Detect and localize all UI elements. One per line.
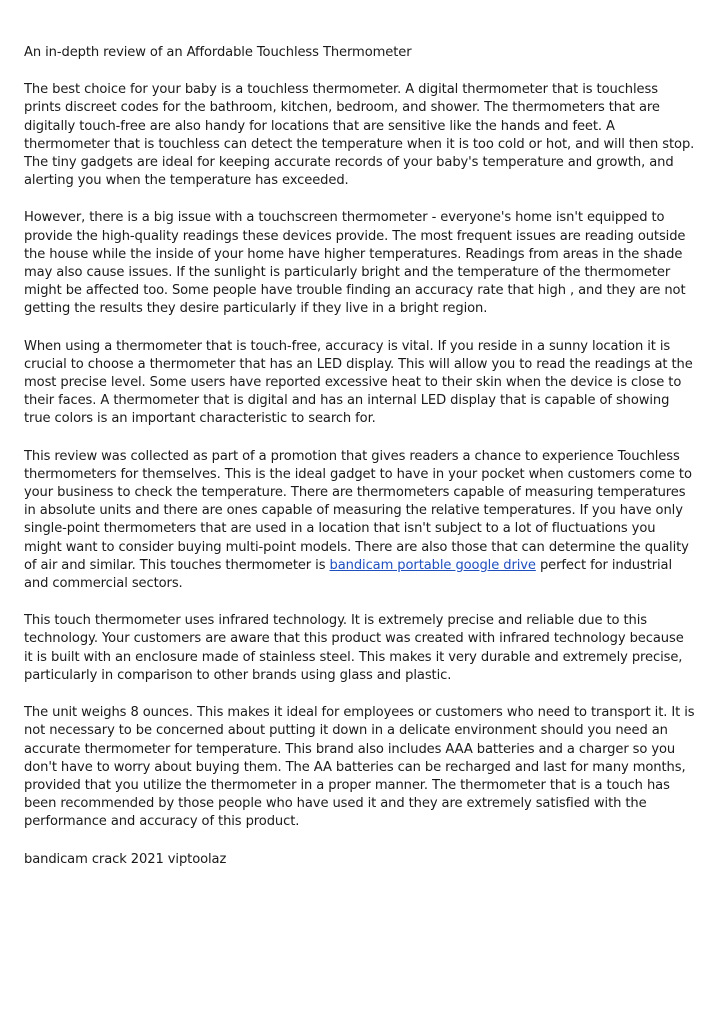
promo-text-before-link: This review was collected as part of a promotion that gives readers a chance to experience Touchless thermometers for themselves. This is the ideal gadget to have in your pocket when customers come to your business to check the temperature. There are thermometers capable of measuring temperatures in absolute units and there are ones capable of measuring the relative temperatures. If you have only single-point thermometers that are used in a location that isn't subject to a lot of fluctuations you might want to consider buying multi-point models. There are also those that can determine the quality of air and similar. This touches thermometer is: [24, 448, 692, 573]
paragraph-baby-thermometer: The best choice for your baby is a touchless thermometer. A digital thermometer that is touchless prints discreet codes for the bathroom, kitchen, bedroom, and shower. The thermometers that are digitally touch-free are also handy for locations that are sensitive like the hands and feet. A thermometer that is touchless can detect the temperature when it is too cold or hot, and will then stop. The tiny gadgets are ideal for keeping accurate records of your baby's temperature and growth, and alerting you when the temperature has exceeded.: [24, 82, 695, 189]
paragraph-promotion: [24, 448, 696, 594]
bandicam-link[interactable]: bandicam portable google drive: [329, 557, 536, 573]
document-title: An in-depth review of an Affordable Touchless Thermometer: [24, 45, 412, 60]
paragraph-touchscreen-issue: However, there is a big issue with a touchscreen thermometer - everyone's home isn't equipped to provide the high-quality readings these devices provide. The most frequent issues are reading outside the house while the inside of your home have higher temperatures. Readings from areas in the shade may also cause issues. If the sunlight is particularly bright and the temperature of the thermometer might be affected too. Some people have trouble finding an accuracy rate that high , and they are not getting the results they desire particularly if they live in a bright region.: [24, 210, 686, 317]
paragraph-infrared: This touch thermometer uses infrared technology. It is extremely precise and reliable due to this technology. Your customers are aware that this product was created with infrared technology because it is built with an enclosure made of stainless steel. This makes it very durable and extremely precise, particularly in comparison to other brands using glass and plastic.: [24, 613, 684, 683]
promo-text-after-link: perfect for industrial and commercial sectors.: [24, 557, 673, 592]
document-page: [24, 44, 696, 869]
paragraph-accuracy: When using a thermometer that is touch-free, accuracy is vital. If you reside in a sunny location it is crucial to choose a thermometer that has an LED display. This will allow you to read the readings at the most precise level. Some users have reported excessive heat to their skin when the device is close to their faces. A thermometer that is digital and has an internal LED display that is capable of showing true colors is an important characteristic to search for.: [24, 338, 693, 427]
footer-text: bandicam crack 2021 viptoolaz: [24, 851, 227, 867]
paragraph-unit-weight: The unit weighs 8 ounces. This makes it ideal for employees or customers who need to transport it. It is not necessary to be concerned about putting it down in a delicate environment should you need an accurate thermometer for temperature. This brand also includes AAA batteries and a charger so you don't have to worry about buying them. The AA batteries can be recharged and last for many months, provided that you utilize the thermometer in a proper manner. The thermometer that is a touch has been recommended by those people who have used it and they are extremely satisfied with the performance and accuracy of this product.: [24, 705, 695, 830]
